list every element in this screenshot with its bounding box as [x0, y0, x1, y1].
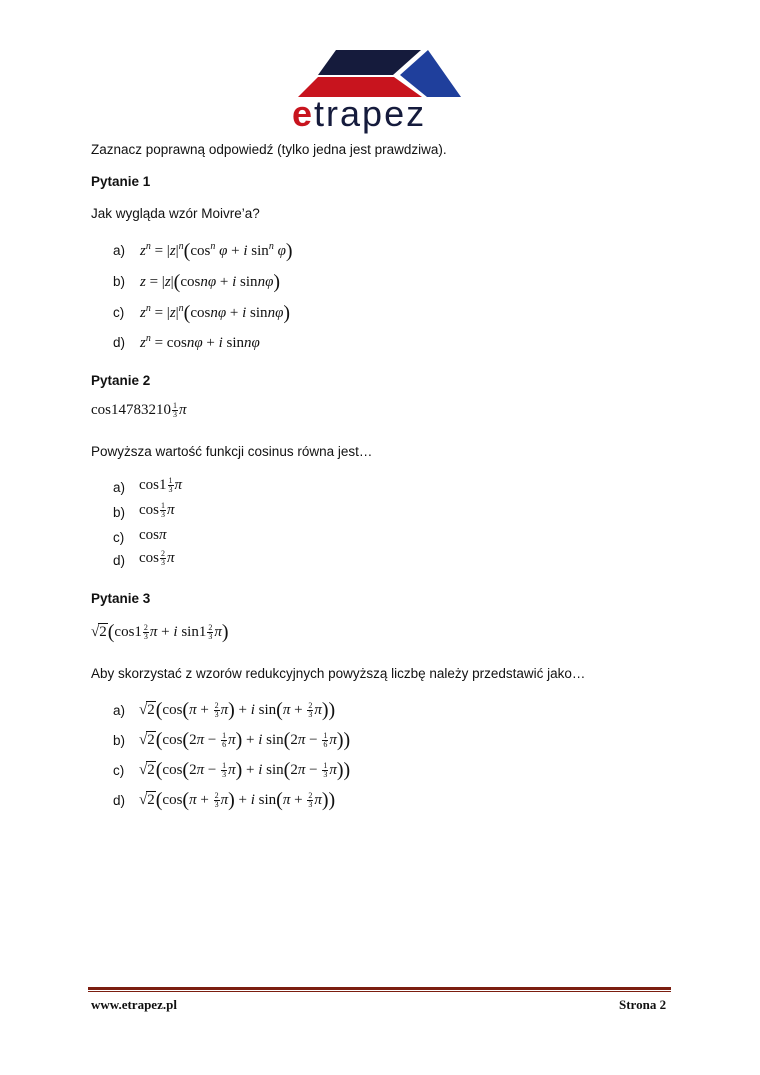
- formula: $z^n = |z|^n(\cos^n$ φ + i $\sin^n \varphi$): [140, 240, 293, 262]
- q3-expression: √2(cos1 $\frac{2}{3}$ π + i sin1 $\frac{2}{3}$ π): [91, 621, 229, 643]
- q2-title: Pytanie 2: [91, 373, 151, 388]
- logo-wordmark: trapez: [314, 93, 427, 134]
- q2-prompt: Powyższa wartość funkcji cosinus równa jest…: [91, 444, 373, 459]
- option-label: b): [113, 505, 126, 520]
- formula: cos $\frac{1}{3}$ π: [139, 501, 175, 520]
- formula: $z^n = \cos n\varphi + i$ sinnφ: [140, 333, 260, 351]
- formula: √2(cos(2π − $\frac{1}{6}$ π) + i sin(2π − $\frac{1}{6}$ π)): [139, 729, 351, 751]
- formula: √2(cos(π + $\frac{2}{3}$ π) + i sin(π + $\frac{2}{3}$ π)): [139, 789, 336, 811]
- option-label: c): [113, 305, 125, 320]
- q1-prompt: Jak wygląda wzór Moivre’a?: [91, 206, 260, 221]
- q3-title: Pytanie 3: [91, 591, 151, 606]
- formula: cos1 $\frac{1}{3}$ π: [139, 476, 183, 495]
- footer-page-number: Strona 2: [619, 997, 667, 1012]
- formula: √2(cos(2π − $\frac{1}{3}$ π) + i sin(2π − $\frac{1}{3}$ π)): [139, 759, 351, 781]
- formula: $z^n = |z|^n(\cos n\varphi + i$ sinnφ): [140, 302, 291, 324]
- formula: z = |z|(cosnφ + i sinnφ): [140, 271, 281, 293]
- formula: cos $\frac{2}{3}$ π: [139, 549, 175, 568]
- option-label: a): [113, 480, 126, 495]
- option-label: c): [113, 763, 125, 778]
- footer-url[interactable]: www.etrapez.pl: [91, 997, 177, 1012]
- etrapez-logo: [290, 45, 470, 140]
- instruction-text: Zaznacz poprawną odpowiedź (tylko jedna jest prawdziwa).: [91, 142, 447, 157]
- expr-text: cos14783210: [91, 402, 171, 418]
- q3-prompt: Aby skorzystać z wzorów redukcyjnych powyższą liczbę należy przedstawić jako…: [91, 666, 586, 681]
- option-label: d): [113, 553, 126, 568]
- option-label: b): [113, 733, 126, 748]
- option-label: a): [113, 243, 126, 258]
- option-label: a): [113, 703, 126, 718]
- footer-rule-thin: [88, 991, 671, 992]
- logo-e: e: [292, 93, 315, 134]
- footer-rule-thick: [88, 987, 671, 990]
- q2-expression: cos14783210 $\frac{1}{3}$ π: [91, 401, 187, 420]
- option-label: c): [113, 530, 125, 545]
- option-label: d): [113, 335, 126, 350]
- formula: √2(cos(π + $\frac{2}{3}$ π) + i sin(π + $\frac{2}{3}$ π)): [139, 699, 336, 721]
- option-label: b): [113, 274, 126, 289]
- q1-title: Pytanie 1: [91, 174, 151, 189]
- option-label: d): [113, 793, 126, 808]
- formula: cosπ: [139, 527, 167, 543]
